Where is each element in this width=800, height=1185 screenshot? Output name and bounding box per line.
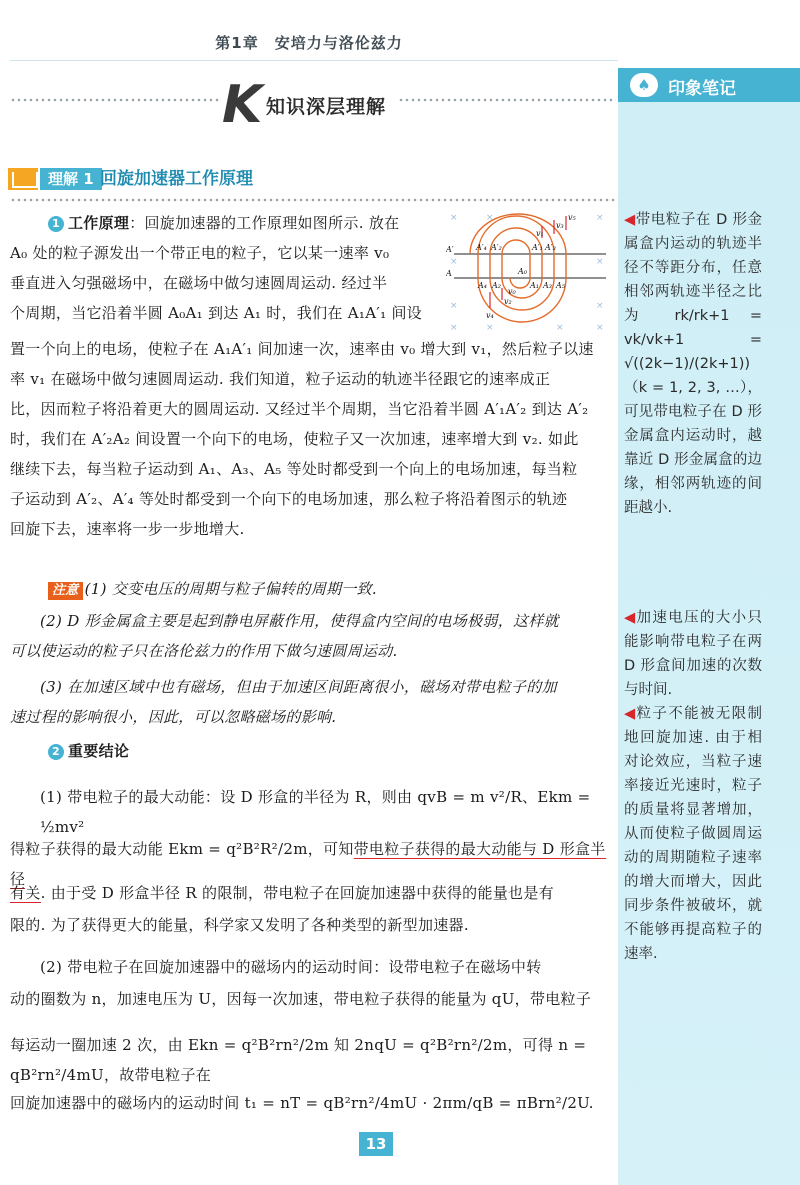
conclusion-2-line-3: 每运动一圈加速 2 次，由 Ekn = q²B²rn²/2m 知 2nqU = q²B²rn²/2m，可得 n = qB²rn²/4mU，故带电粒子在: [10, 1036, 587, 1084]
dotted-rule-left: [10, 96, 220, 104]
label-A2p: A′₂: [491, 243, 502, 252]
conclusion-2-line-4: 回旋加速器中的磁场内的运动时间 t₁ = nT = qB²rn²/4mU · 2πm/qB = πBrn²/2U.: [10, 1094, 594, 1112]
part1-heading: 工作原理: [68, 214, 130, 232]
part1-line-7: 比，因而粒子将沿着更大的圆周运动. 又经过半个周期，当它沿着半圆 A′₁A′₂ 到达 A′₂: [10, 400, 589, 418]
sidebar-tab: [618, 68, 800, 102]
label-A2: A₂: [492, 281, 501, 290]
label-A-prime: A′: [446, 245, 454, 254]
label-v1: v₁: [536, 229, 544, 238]
cyclotron-diagram: [446, 208, 614, 334]
note-1: 注意 (1) 交变电压的周期与粒子偏转的周期一致.: [48, 574, 377, 604]
svg-text:×: ×: [596, 301, 604, 311]
note-3b: 速过程的影响很小，因此，可以忽略磁场的影响.: [10, 708, 337, 726]
label-v5: v₅: [568, 213, 576, 222]
part1-number: 1: [48, 216, 64, 232]
part2-number: 2: [48, 744, 64, 760]
dotted-rule-right: [398, 96, 616, 104]
part1-line-11: 回旋下去，速率将一步一步地增大.: [10, 520, 245, 538]
chapter-title: 第1章 安培力与洛伦兹力: [215, 34, 403, 52]
sidebar-note-1: ◀带电粒子在 D 形金属盒内运动的轨迹半径不等距分布，任意相邻两轨迹半径之比为 rk/rk+1 = vk/vk+1 = √((2k−1)/(2k+1))（k = 1, 2, 3, …），可见带电粒子在 D 形金属盒内运动时，越靠近 D 形金属盒的边缘，相邻两轨迹的间距越小.: [624, 212, 762, 516]
label-A4: A₄: [478, 281, 487, 290]
k-logo: K: [222, 75, 263, 135]
label-A4p: A′₄: [476, 243, 487, 252]
label-v3: v₃: [556, 221, 564, 230]
svg-text:×: ×: [450, 301, 458, 311]
svg-text:×: ×: [486, 323, 494, 333]
subheading-dotted-rule: [10, 196, 618, 202]
label-A1: A₁: [530, 281, 539, 290]
svg-text:×: ×: [450, 323, 458, 333]
section-title: 知识深层理解: [266, 96, 387, 118]
part1-line-5: 置一个向上的电场，使粒子在 A₁A′₁ 间加速一次，速率由 v₀ 增大到 v₁，然后粒子以速: [10, 340, 594, 358]
note-2b: 可以使运动的粒子只在洛伦兹力的作用下做匀速圆周运动.: [10, 642, 398, 660]
conclusion-2-line-2: 动的圈数为 n，加速电压为 U，因每一次加速，带电粒子获得的能量为 qU，带电粒子: [10, 990, 592, 1008]
book-icon: [8, 168, 38, 190]
conclusion-2-line-1: (2) 带电粒子在回旋加速器中的磁场内的运动时间：设带电粒子在磁场中转: [40, 958, 542, 976]
part2-heading: 重要结论: [68, 742, 130, 760]
label-v0: v₀: [508, 287, 516, 296]
label-v2: v₂: [504, 297, 512, 306]
svg-text:×: ×: [450, 257, 458, 267]
part1-line-3: 垂直进入匀强磁场中，在磁场中做匀速圆周运动. 经过半: [10, 274, 388, 292]
conclusion-1-line-1: (1) 带电粒子的最大动能：设 D 形盒的半径为 R，则由 qvB = m v²/R、Ekm = ½mv²: [40, 788, 591, 836]
svg-text:×: ×: [486, 213, 494, 223]
key-point-underline: 带电粒子获得的最大动能与 D 形盒半径: [10, 840, 606, 888]
note-2a: (2) D 形金属盒主要是起到静电屏蔽作用，使得盒内空间的电场极弱，这样就: [40, 612, 559, 630]
subheading-title: 回旋加速器工作原理: [100, 169, 253, 189]
label-A: A: [446, 269, 452, 278]
sidebar-note-3: ◀粒子不能被无限制地回旋加速. 由于相对论效应，当粒子速率接近光速时，粒子的质量将显著增加，从而使粒子做圆周运动的周期随粒子速率的增大而增大，因此同步条件被破坏，就不能够再提高粒子的速率.: [624, 706, 763, 962]
part1-line-2: A₀ 处的粒子源发出一个带正电的粒子，它以某一速率 v₀: [10, 244, 390, 262]
label-A5: A₅: [556, 281, 565, 290]
conclusion-1-line-3: 有关. 由于受 D 形盒半径 R 的限制，带电粒子在回旋加速器中获得的能量也是有: [10, 884, 554, 902]
svg-text:×: ×: [450, 213, 458, 223]
label-A0: A₀: [518, 267, 527, 276]
svg-text:×: ×: [596, 257, 604, 267]
sidebar-note-2: ◀加速电压的大小只能影响带电粒子在两 D 形盒间加速的次数与时间.: [624, 610, 763, 698]
note-3a: (3) 在加速区域中也有磁场，但由于加速区间距离很小，磁场对带电粒子的加: [40, 678, 557, 696]
svg-text:×: ×: [596, 323, 604, 333]
part1-line-8: 时，我们在 A′₂A₂ 间设置一个向下的电场，使粒子又一次加速，速率增大到 v₂. 如此: [10, 430, 579, 448]
part2-heading-line: [48, 736, 129, 766]
conclusion-1-line-2: 得粒子获得的最大动能 Ekm = q²B²R²/2m，可知带电粒子获得的最大动能与 D 形盒半径: [10, 840, 606, 888]
label-v4: v₄: [486, 311, 494, 320]
subheading-badge: 理解 1: [40, 168, 102, 190]
part1-line-9: 继续下去，每当粒子运动到 A₁、A₃、A₅ 等处时都受到一个向上的电场加速，每当粒: [10, 460, 578, 478]
label-A3: A₃: [543, 281, 552, 290]
part1-line-1: 1 工作原理：回旋加速器的工作原理如图所示. 放在: [48, 208, 399, 238]
page-number: 13: [359, 1132, 393, 1156]
label-A3p: A′₃: [545, 243, 556, 252]
part1-line-4: 个周期，当它沿着半圆 A₀A₁ 到达 A₁ 时，我们在 A₁A′₁ 间设: [10, 304, 423, 322]
part1-line-10: 子运动到 A′₂、A′₄ 等处时都受到一个向下的电场加速，那么粒子将沿着图示的轨迹: [10, 490, 568, 508]
chapter-divider: [10, 60, 618, 61]
svg-text:×: ×: [596, 213, 604, 223]
svg-text:×: ×: [556, 323, 564, 333]
label-A1p: A′₁: [532, 243, 543, 252]
elephant-icon: ♠: [630, 73, 658, 97]
part1-line-6: 率 v₁ 在磁场中做匀速圆周运动. 我们知道，粒子运动的轨迹半径跟它的速率成正: [10, 370, 551, 388]
sidebar-title: 印象笔记: [668, 79, 736, 99]
note-badge: 注意: [48, 582, 83, 600]
conclusion-1-line-4: 限的. 为了获得更大的能量，科学家又发明了各种类型的新型加速器.: [10, 916, 469, 934]
